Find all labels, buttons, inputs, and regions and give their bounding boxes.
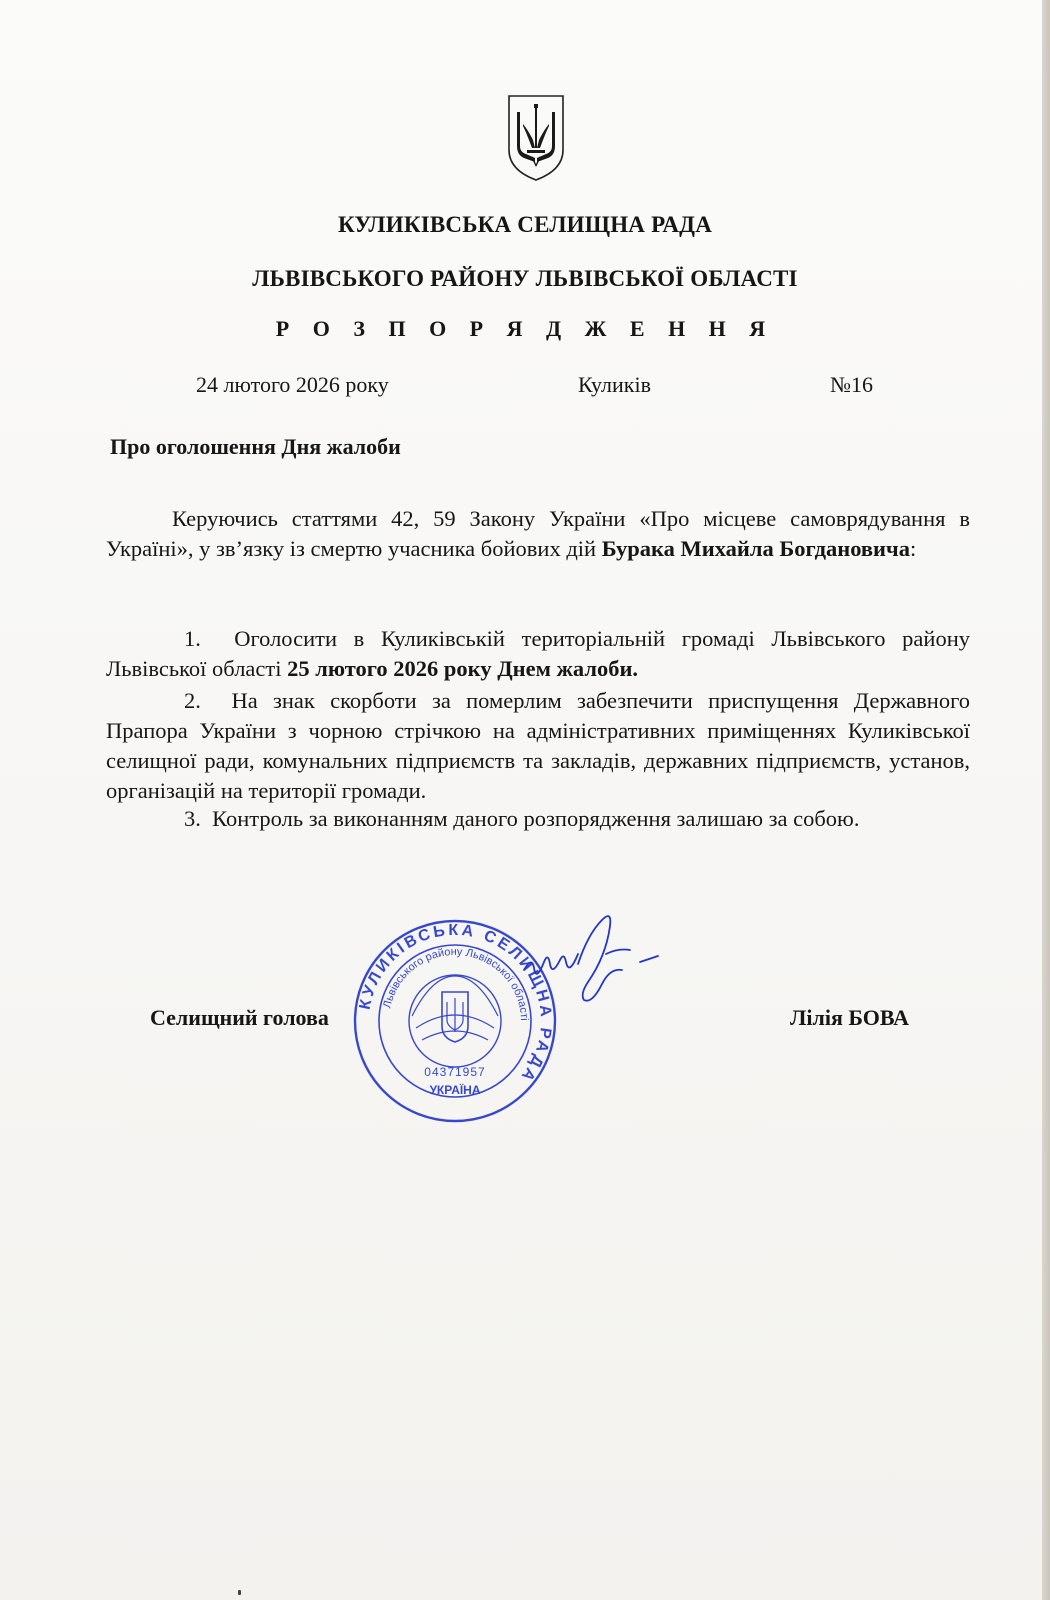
document-date: 24 лютого 2026 року bbox=[196, 372, 389, 397]
council-name: КУЛИКІВСЬКА СЕЛИЩНА РАДА bbox=[337, 212, 713, 237]
item-number: 1. bbox=[184, 626, 201, 651]
deceased-name: Бурака Михайла Богдановича bbox=[601, 536, 910, 561]
document-type: Р О З П О Р Я Д Ж Е Н Н Я bbox=[275, 316, 775, 341]
item-number: 2. bbox=[184, 688, 201, 713]
signatory-title: Селищний голова bbox=[150, 1005, 329, 1030]
document-number: №16 bbox=[830, 372, 873, 397]
document-place: Куликів bbox=[578, 372, 651, 397]
intro-text: Керуючись статтями 42, 59 Закону України «Про місцеве самоврядування в Україні», у зв’язку із смертю учасника бойових дій bbox=[106, 506, 970, 561]
item-bold-text: 25 лютого 2026 року Днем жалоби. bbox=[287, 656, 639, 681]
document-subject: Про оголошення Дня жалоби bbox=[110, 434, 401, 459]
stamp-country: УКРАЇНА bbox=[429, 1083, 481, 1097]
order-item-1 bbox=[106, 624, 970, 684]
intro-paragraph bbox=[106, 504, 970, 564]
item-number: 3. bbox=[184, 806, 201, 831]
item-text: Контроль за виконанням даного розпорядження залишаю за собою. bbox=[212, 806, 860, 831]
paper-mark bbox=[238, 1590, 241, 1595]
stamp-code: 04371957 bbox=[424, 1065, 486, 1079]
item-text: На знак скорботи за померлим забезпечити приспущення Державного Прапора України з чорною стрічкою на адміністративних приміщеннях Куликівської селищної ради, комунальних підприємств та закладів, державних підприємств, установ, організацій на території громади. bbox=[106, 688, 971, 803]
intro-tail: : bbox=[909, 536, 917, 561]
signatory-name: Лілія БОВА bbox=[790, 1005, 910, 1030]
district-name: ЛЬВІВСЬКОГО РАЙОНУ ЛЬВІВСЬКОЇ ОБЛАСТІ bbox=[252, 266, 798, 291]
stamp-inner-text: Львівського району Львівської області bbox=[381, 945, 531, 1021]
order-item-3 bbox=[106, 804, 970, 834]
ukraine-trident-icon bbox=[506, 94, 566, 182]
handwritten-signature bbox=[520, 900, 690, 1030]
item-text: Оголосити в Куликівській територіальній громаді Львівського району Львівської області bbox=[106, 626, 970, 681]
order-item-2 bbox=[106, 686, 970, 806]
stamp-outer-text: КУЛИКІВСЬКА СЕЛИЩНА РАДА bbox=[356, 921, 555, 1087]
page-edge bbox=[1042, 0, 1050, 1600]
